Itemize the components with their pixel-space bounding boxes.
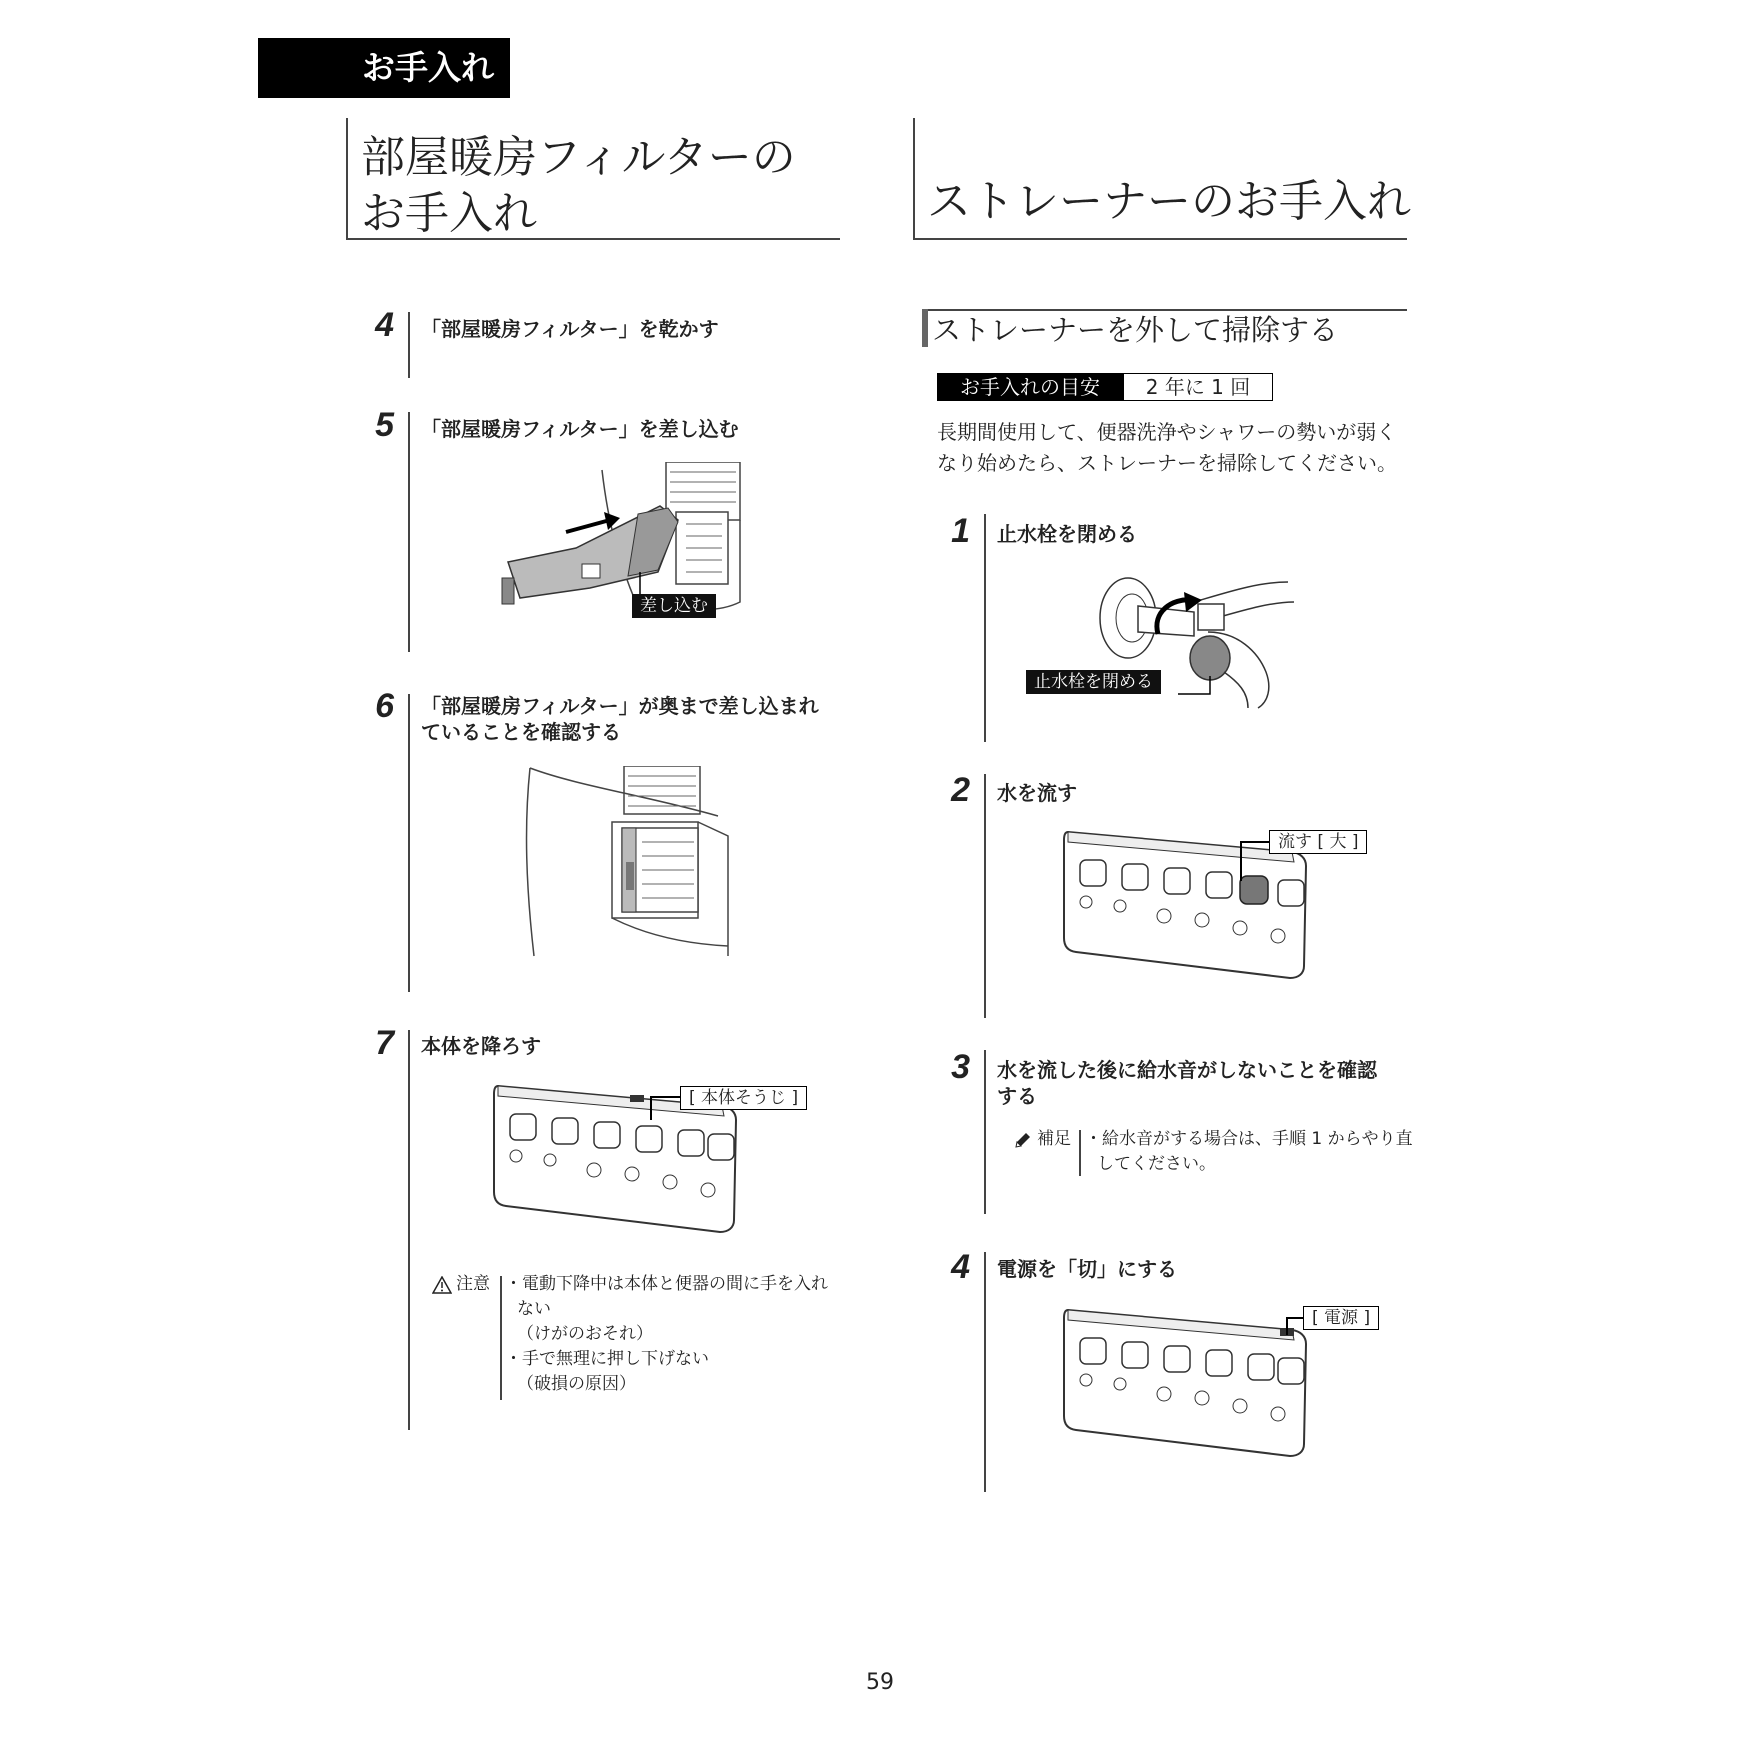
step-number: 4 (375, 306, 394, 344)
step-rule (408, 694, 410, 992)
section-tag: お手入れ (258, 38, 510, 98)
pencil-icon (1014, 1131, 1032, 1149)
callout-leader (650, 1096, 680, 1098)
callout-leader (1240, 841, 1270, 843)
step-text: 「部屋暖房フィルター」が奥まで差し込まれ ていることを確認する (421, 694, 819, 744)
step-rule (984, 774, 986, 1018)
title-rule-vertical (346, 118, 348, 240)
step-number: 1 (951, 512, 970, 550)
callout-leader (1240, 841, 1242, 881)
guide-label: お手入れの目安 (937, 373, 1123, 401)
caution-label: 注意 (456, 1274, 490, 1294)
step-text: 止水栓を閉める (997, 522, 1137, 546)
callout-leader (1286, 1317, 1304, 1319)
callout-leader (1286, 1317, 1288, 1335)
guide-value: 2 年に 1 回 (1123, 373, 1273, 401)
step-rule (408, 312, 410, 378)
supplement-rule (1079, 1130, 1081, 1176)
warning-triangle-icon (432, 1276, 452, 1294)
callout-power: [ 電源 ] (1303, 1306, 1379, 1330)
step-rule (984, 1050, 986, 1214)
callout-body-clean: [ 本体そうじ ] (680, 1086, 807, 1110)
caution-rule (500, 1276, 502, 1400)
remote-panel-illustration (1060, 1304, 1320, 1460)
filter-insert-illustration (490, 462, 760, 622)
step-text: 「部屋暖房フィルター」を乾かす (421, 317, 719, 341)
page-title-left: 部屋暖房フィルターの お手入れ (361, 132, 796, 239)
step-number: 2 (951, 771, 970, 809)
step-number: 5 (375, 406, 394, 444)
filter-installed-illustration (518, 766, 738, 958)
step-number: 3 (951, 1048, 970, 1086)
subheading: ストレーナーを外して掃除する (932, 313, 1339, 347)
step-rule (984, 1252, 986, 1492)
intro-text: 長期間使用して、便器洗浄やシャワーの勢いが弱く なり始めたら、ストレーナーを掃除してください。 (937, 420, 1397, 475)
page-number: 59 (866, 1670, 894, 1695)
step-text: 電源を「切」にする (997, 1257, 1177, 1281)
step-text: 水を流す (997, 781, 1077, 805)
title-rule-vertical-right (913, 118, 915, 240)
step-number: 6 (375, 687, 394, 725)
step-text: 本体を降ろす (421, 1034, 541, 1058)
step-rule (408, 412, 410, 652)
page-title-right: ストレーナーのお手入れ (927, 176, 1411, 227)
step-number: 7 (375, 1024, 394, 1062)
step-rule (984, 514, 986, 742)
callout-close-valve: 止水栓を閉める (1026, 670, 1161, 694)
title-rule-horizontal-right (913, 238, 1407, 240)
supplement-text: ・給水音がする場合は、手順 1 からやり直 してください。 (1085, 1129, 1413, 1174)
step-text: 「部屋暖房フィルター」を差し込む (421, 417, 739, 441)
caution-text: ・電動下降中は本体と便器の間に手を入れ ない （けがのおそれ） ・手で無理に押し下げない （破損の原因） (505, 1274, 828, 1394)
step-rule (408, 1030, 410, 1430)
step-number: 4 (951, 1248, 970, 1286)
callout-flush-large: 流す [ 大 ] (1269, 830, 1367, 854)
callout-leader (650, 1096, 652, 1120)
step-text: 水を流した後に給水音がしないことを確認 する (997, 1058, 1377, 1108)
callout-insert: 差し込む (632, 594, 716, 618)
supplement-label: 補足 (1037, 1129, 1071, 1149)
subheading-marker (922, 309, 928, 347)
